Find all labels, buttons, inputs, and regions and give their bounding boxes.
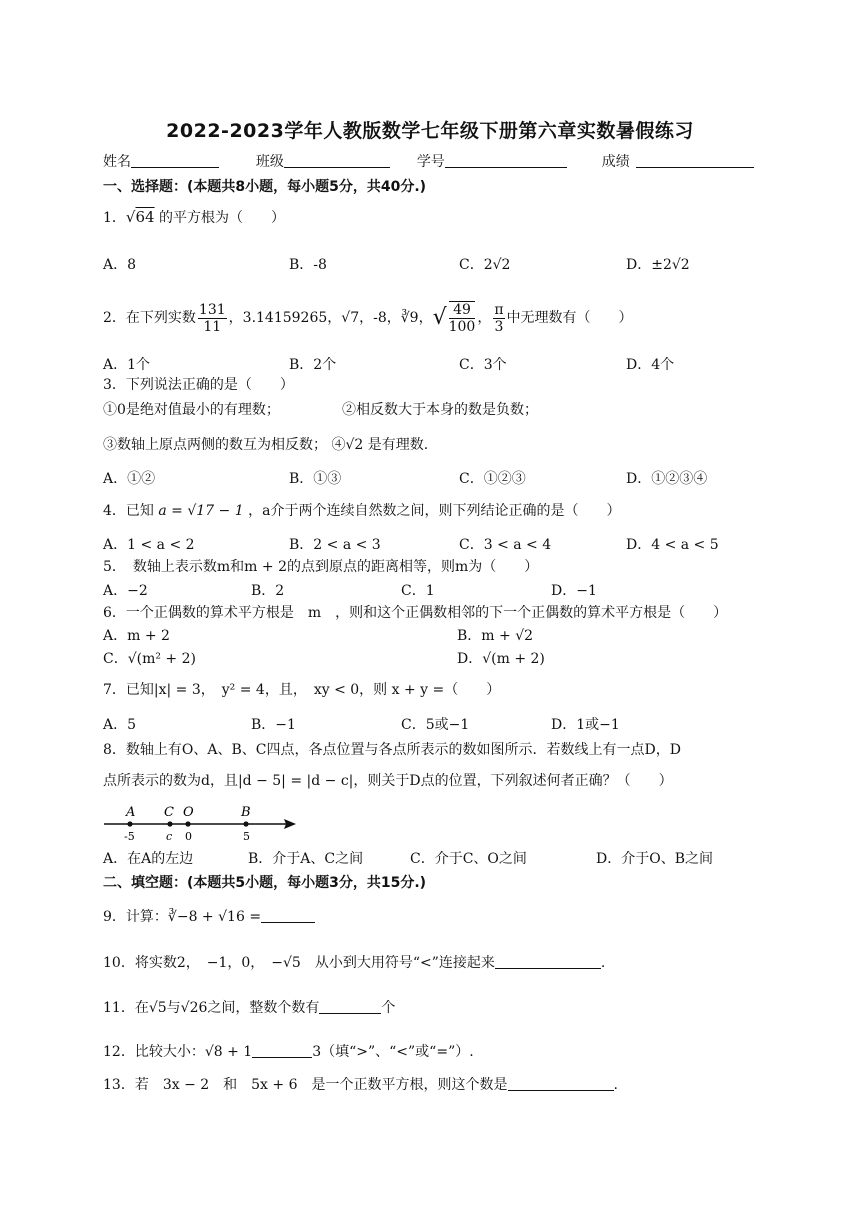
q3-option-d[interactable]: D．①②③④ xyxy=(626,471,708,487)
cbrt-9: ∛9 xyxy=(400,310,419,326)
q2-option-b[interactable]: B．2个 xyxy=(289,357,337,373)
value-b: 5 xyxy=(243,830,250,843)
text-segment: ， xyxy=(477,310,492,326)
text-segment: ，-8， xyxy=(359,310,401,326)
student-info-row xyxy=(103,152,754,171)
point-b xyxy=(243,821,248,826)
answer-blank[interactable] xyxy=(252,1042,312,1058)
question-text: 的平方根为（ ） xyxy=(159,210,286,226)
q1-option-b[interactable]: B．-8 xyxy=(289,257,327,273)
question-8-line-1: 8．数轴上有O、A、B、C四点，各点位置与各点所表示的数如图所示．若数线上有一点D，D xyxy=(103,742,681,758)
id-label: 学号 xyxy=(416,154,445,170)
q7-option-c[interactable]: C．5或−1 xyxy=(401,717,470,733)
q4-option-b[interactable]: B．2 < a < 3 xyxy=(289,537,381,553)
q3-option-b[interactable]: B．①③ xyxy=(289,471,342,487)
q3-option-c[interactable]: C．①②③ xyxy=(459,471,526,487)
question-number: 1． xyxy=(103,210,126,226)
question-11 xyxy=(103,998,395,1017)
q2-option-c[interactable]: C．3个 xyxy=(459,357,507,373)
point-a xyxy=(127,821,132,826)
q3-option-a[interactable]: A．①② xyxy=(103,471,156,487)
class-blank[interactable] xyxy=(284,152,390,168)
label-b: B xyxy=(241,805,251,820)
question-text: . xyxy=(613,1077,618,1093)
sqrt-expression: √64 xyxy=(125,208,155,226)
q2-option-d[interactable]: D．4个 xyxy=(626,357,675,373)
q5-option-a[interactable]: A．−2 xyxy=(103,583,148,599)
question-text: 10．将实数2， −1，0， −√5 从小到大用符号“<”连接起来 xyxy=(103,955,495,971)
q3-statement-2: ②相反数大于本身的数是负数； xyxy=(342,402,538,418)
question-text: 个 xyxy=(381,1000,396,1016)
q1-option-c[interactable]: C．2√2 xyxy=(459,257,511,273)
q4-option-a[interactable]: A．1 < a < 2 xyxy=(103,537,195,553)
q7-option-d[interactable]: D．1或−1 xyxy=(551,717,620,733)
answer-blank[interactable] xyxy=(261,907,315,923)
question-6-stem: 6．一个正偶数的算术平方根是 m ，则和这个正偶数相邻的下一个正偶数的算术平方根是（ ） xyxy=(103,605,728,621)
fraction-131-11: $\frac{131}{11}$ xyxy=(198,301,226,335)
id-blank[interactable] xyxy=(445,152,567,168)
page-title: 2022-2023学年人教版数学七年级下册第六章实数暑假练习 xyxy=(166,120,694,142)
label-c: C xyxy=(164,805,174,820)
q2-option-a[interactable]: A．1个 xyxy=(103,357,151,373)
q5-option-d[interactable]: D．−1 xyxy=(551,583,597,599)
question-text: 中无理数有（ ） xyxy=(506,310,633,326)
q4-option-c[interactable]: C．3 < a < 4 xyxy=(459,537,552,553)
question-text: 4．已知 xyxy=(103,503,154,519)
q3-statements-3-4 xyxy=(103,436,428,454)
text-segment: ，3.14159265， xyxy=(228,310,342,326)
label-o: O xyxy=(183,805,194,820)
question-text: 13．若 3x − 2 和 5x + 6 是一个正数平方根，则这个数是 xyxy=(103,1077,508,1093)
q3-statement-3: ③数轴上原点两侧的数互为相反数； xyxy=(103,437,327,453)
q3-statement-4-num: ④ xyxy=(331,437,346,453)
q3-statement-4-text: 是有理数. xyxy=(367,437,429,453)
q8-option-a[interactable]: A．在A的左边 xyxy=(103,851,194,867)
fraction-49-100: $\frac{49}{100}$ xyxy=(448,302,476,335)
sqrt-7: √7 xyxy=(341,310,360,326)
class-label: 班级 xyxy=(255,154,284,170)
q1-option-d[interactable]: D．±2√2 xyxy=(626,257,690,273)
text-segment: ， xyxy=(418,310,433,326)
question-12 xyxy=(103,1042,474,1061)
question-text: 12．比较大小：√8 + 1 xyxy=(103,1044,253,1060)
question-text: 2．在下列实数 xyxy=(103,310,196,326)
point-o xyxy=(185,821,190,826)
q4-option-d[interactable]: D．4 < a < 5 xyxy=(626,537,719,553)
question-text: 3（填“>”、“<”或“=”）. xyxy=(312,1044,474,1060)
section-heading-choice: 一、选择题：(本题共8小题，每小题5分，共40分.) xyxy=(103,179,427,195)
question-text: 11．在√5与√26之间，整数个数有 xyxy=(103,1000,320,1016)
question-13 xyxy=(103,1075,618,1094)
question-text: 9．计算： xyxy=(103,909,168,925)
section-heading-fill: 二、填空题：(本题共5小题，每小题3分，共15分.) xyxy=(103,875,427,891)
sqrt-2: √2 xyxy=(345,437,364,453)
q3-statement-1: ①0是绝对值最小的有理数； xyxy=(103,402,280,418)
question-text: . xyxy=(600,955,606,971)
sqrt-sign: √ xyxy=(432,305,447,330)
q8-option-d[interactable]: D．介于O、B之间 xyxy=(596,851,713,867)
point-c xyxy=(167,821,172,826)
answer-blank[interactable] xyxy=(319,998,381,1014)
fraction-pi-3: $\frac{\pi}{3}$ xyxy=(494,301,504,335)
q7-option-b[interactable]: B．−1 xyxy=(251,717,296,733)
q5-option-c[interactable]: C．1 xyxy=(401,583,435,599)
q6-option-a[interactable]: A．m + 2 xyxy=(103,628,170,644)
value-a: -5 xyxy=(124,830,135,843)
question-text: = xyxy=(249,909,262,925)
q5-option-b[interactable]: B．2 xyxy=(251,583,285,599)
question-10 xyxy=(103,953,605,972)
q6-option-b[interactable]: B．m + √2 xyxy=(457,628,534,644)
value-c: c xyxy=(166,830,173,843)
q1-option-a[interactable]: A．8 xyxy=(103,257,137,273)
question-7-stem: 7．已知|x| = 3， y² = 4，且， xy < 0，则 x + y =（ ） xyxy=(103,682,501,698)
question-3-stem: 3．下列说法正确的是（ ） xyxy=(103,377,294,393)
q7-option-a[interactable]: A．5 xyxy=(103,717,137,733)
question-9 xyxy=(103,907,315,926)
number-line-diagram xyxy=(100,800,300,846)
question-text: ，a介于两个连续自然数之间，则下列结论正确的是（ ） xyxy=(248,503,621,519)
answer-blank[interactable] xyxy=(508,1075,614,1091)
question-5-stem: 5． 数轴上表示数m和m + 2的点到原点的距离相等，则m为（ ） xyxy=(103,559,539,575)
answer-blank[interactable] xyxy=(495,953,601,969)
label-a: A xyxy=(126,805,136,820)
question-8-line-2: 点所表示的数为d，且|d − 5| = |d − c|，则关于D点的位置，下列叙述何者正确？（ ） xyxy=(103,773,673,789)
q6-option-d[interactable]: D．√(m + 2) xyxy=(457,651,545,667)
q6-option-c[interactable]: C．√(m² + 2) xyxy=(103,651,196,667)
question-1 xyxy=(103,208,285,227)
name-label: 姓名 xyxy=(103,154,131,170)
math-expression: a = √17 − 1 xyxy=(158,503,244,519)
score-label: 成绩 xyxy=(601,154,630,170)
question-4 xyxy=(103,502,620,520)
math-expression: ∛−8 + √16 xyxy=(167,909,245,925)
question-2 xyxy=(103,300,633,336)
name-blank[interactable] xyxy=(131,152,219,168)
value-o: 0 xyxy=(185,830,192,843)
score-blank[interactable] xyxy=(636,152,754,168)
q8-option-c[interactable]: C．介于C、O之间 xyxy=(410,851,527,867)
q8-option-b[interactable]: B．介于A、C之间 xyxy=(248,851,364,867)
